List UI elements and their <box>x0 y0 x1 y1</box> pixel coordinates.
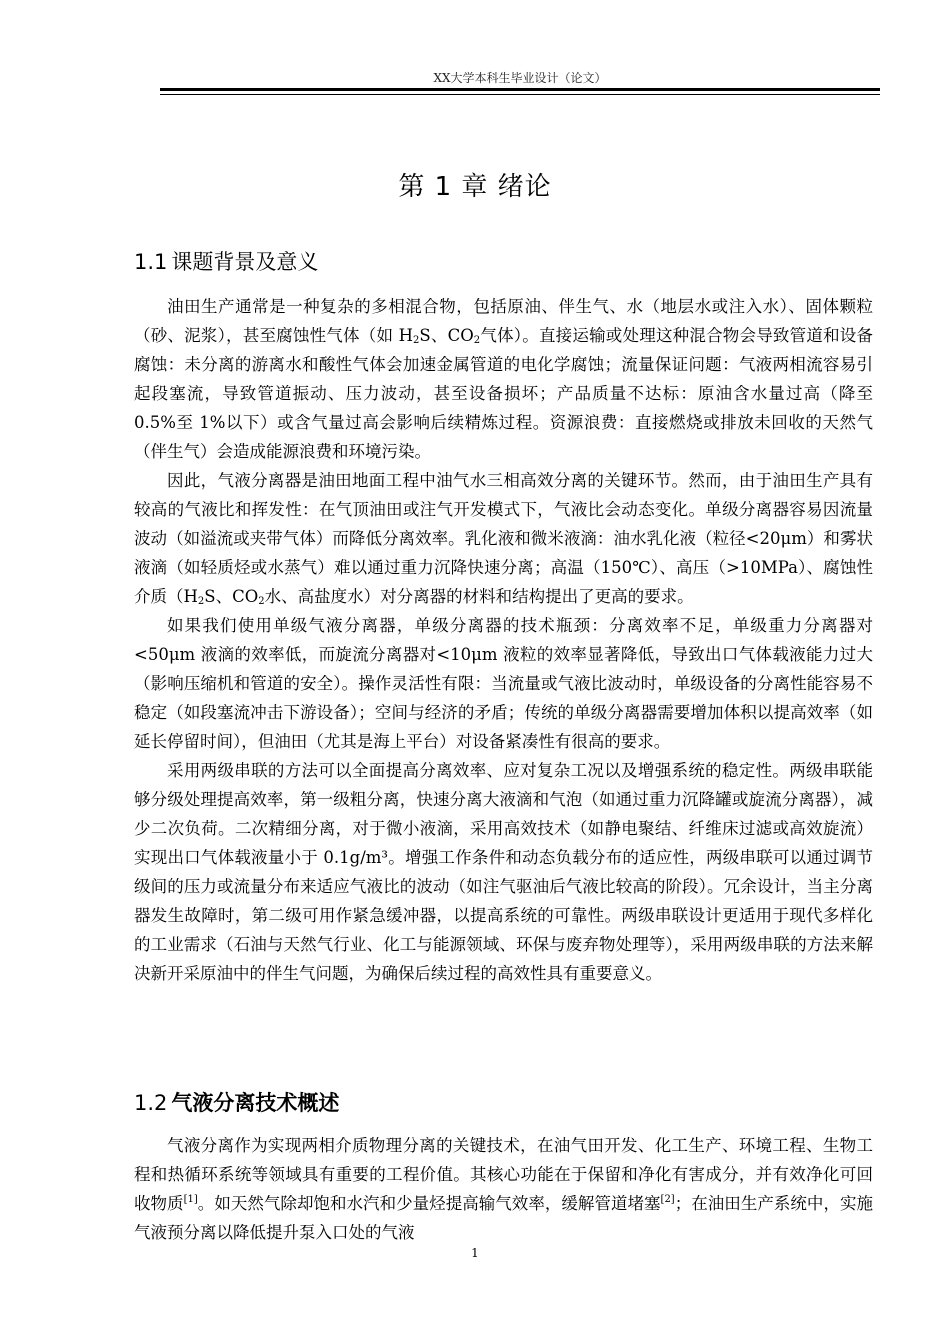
section-title: 课题背景及意义 <box>171 250 319 274</box>
header-rule-thick <box>160 88 880 91</box>
paragraph: 气液分离作为实现两相介质物理分离的关键技术，在油气田开发、化工生产、环境工程、生物工程和热循环系统等领域具有重要的工程价值。其核心功能在于保留和净化有害成分，并有效净化可回收物质[1]。如天然气除却饱和水汽和少量烃提高输气效率，缓解管道堵塞[2]；在油田生产系统中，实施气液预分离以降低提升泵入口处的气液 <box>134 1136 874 1242</box>
section-heading-1-1 <box>134 246 318 276</box>
paragraph: 油田生产通常是一种复杂的多相混合物，包括原油、伴生气、水（地层水或注入水）、固体颗粒（砂、泥浆），甚至腐蚀性气体（如 $H_2S$、$CO_2$气体）。直接运输或处理这种混合物会导致管道和设备腐蚀：未分离的游离水和酸性气体会加速金属管道的电化学腐蚀；流量保证问题：气液两相流容易引起段塞流，导致管道振动、压力波动，甚至设备损坏；产品质量不达标：原油含水量过高（降至 0.5%至 1%以下）或含气量过高会影响后续精炼过程。资源浪费：直接燃烧或排放未回收的天然气（伴生气）会造成能源浪费和环境污染。 <box>134 297 873 461</box>
citation[interactable]: [2] <box>660 1194 675 1205</box>
page-number: 1 <box>471 1246 479 1260</box>
paragraph: 采用两级串联的方法可以全面提高分离效率、应对复杂工况以及增强系统的稳定性。两级串联能够分级处理提高效率，第一级粗分离，快速分离大液滴和气泡（如通过重力沉降罐或旋流分离器），减少二次负荷。二次精细分离，对于微小液滴，采用高效技术（如静电聚结、纤维床过滤或高效旋流）实现出口气体载液量小于 0.1g/m³。增强工作条件和动态负载分布的适应性，两级串联可以通过调节级间的压力或流量分布来适应气液比的波动（如注气驱油后气液比较高的阶段）。冗余设计，当主分离器发生故障时，第二级可用作紧急缓冲器，以提高系统的可靠性。两级串联设计更适用于现代多样化的工业需求（石油与天然气行业、化工与能源领域、环保与废弃物处理等），采用两级串联的方法来解决新开采原油中的伴生气问题，为确保后续过程的高效性具有重要意义。 <box>134 761 873 983</box>
citation[interactable]: [1] <box>183 1194 198 1205</box>
section-number: 1.1 <box>134 250 168 274</box>
header-rule-thin <box>160 94 880 95</box>
section-1-2-body <box>134 1131 873 1247</box>
section-heading-1-2 <box>134 1087 339 1117</box>
paragraph: 如果我们使用单级气液分离器，单级分离器的技术瓶颈：分离效率不足，单级重力分离器对<50μm 液滴的效率低，而旋流分离器对<10μm 液粒的效率显著降低，导致出口气体载液能力过大（影响压缩机和管道的安全）。操作灵活性有限：当流量或气液比波动时，单级设备的分离性能容易不稳定（如段塞流冲击下游设备）；空间与经济的矛盾；传统的单级分离器需要增加体积以提高效率（如延长停留时间），但油田（尤其是海上平台）对设备紧凑性有很高的要求。 <box>134 616 873 751</box>
section-title: 气液分离技术概述 <box>171 1091 340 1115</box>
paragraph: 因此，气液分离器是油田地面工程中油气水三相高效分离的关键环节。然而，由于油田生产具有较高的气液比和挥发性：在气顶油田或注气开发模式下，气液比会动态变化。单级分离器容易因流量波动（如溢流或夹带气体）而降低分离效率。乳化液和微米液滴：油水乳化液（粒径<20μm）和雾状液滴（如轻质烃或水蒸气）难以通过重力沉降快速分离；高温（150℃）、高压（>10MPa）、腐蚀性介质（$H_2S$、$CO_2$水、高盐度水）对分离器的材料和结构提出了更高的要求。 <box>134 471 873 607</box>
section-number: 1.2 <box>134 1091 168 1115</box>
section-1-1-body <box>134 292 873 988</box>
chapter-title: 第 1 章 绪论 <box>398 172 552 202</box>
running-header: XX大学本科生毕业设计（论文） <box>433 71 607 85</box>
